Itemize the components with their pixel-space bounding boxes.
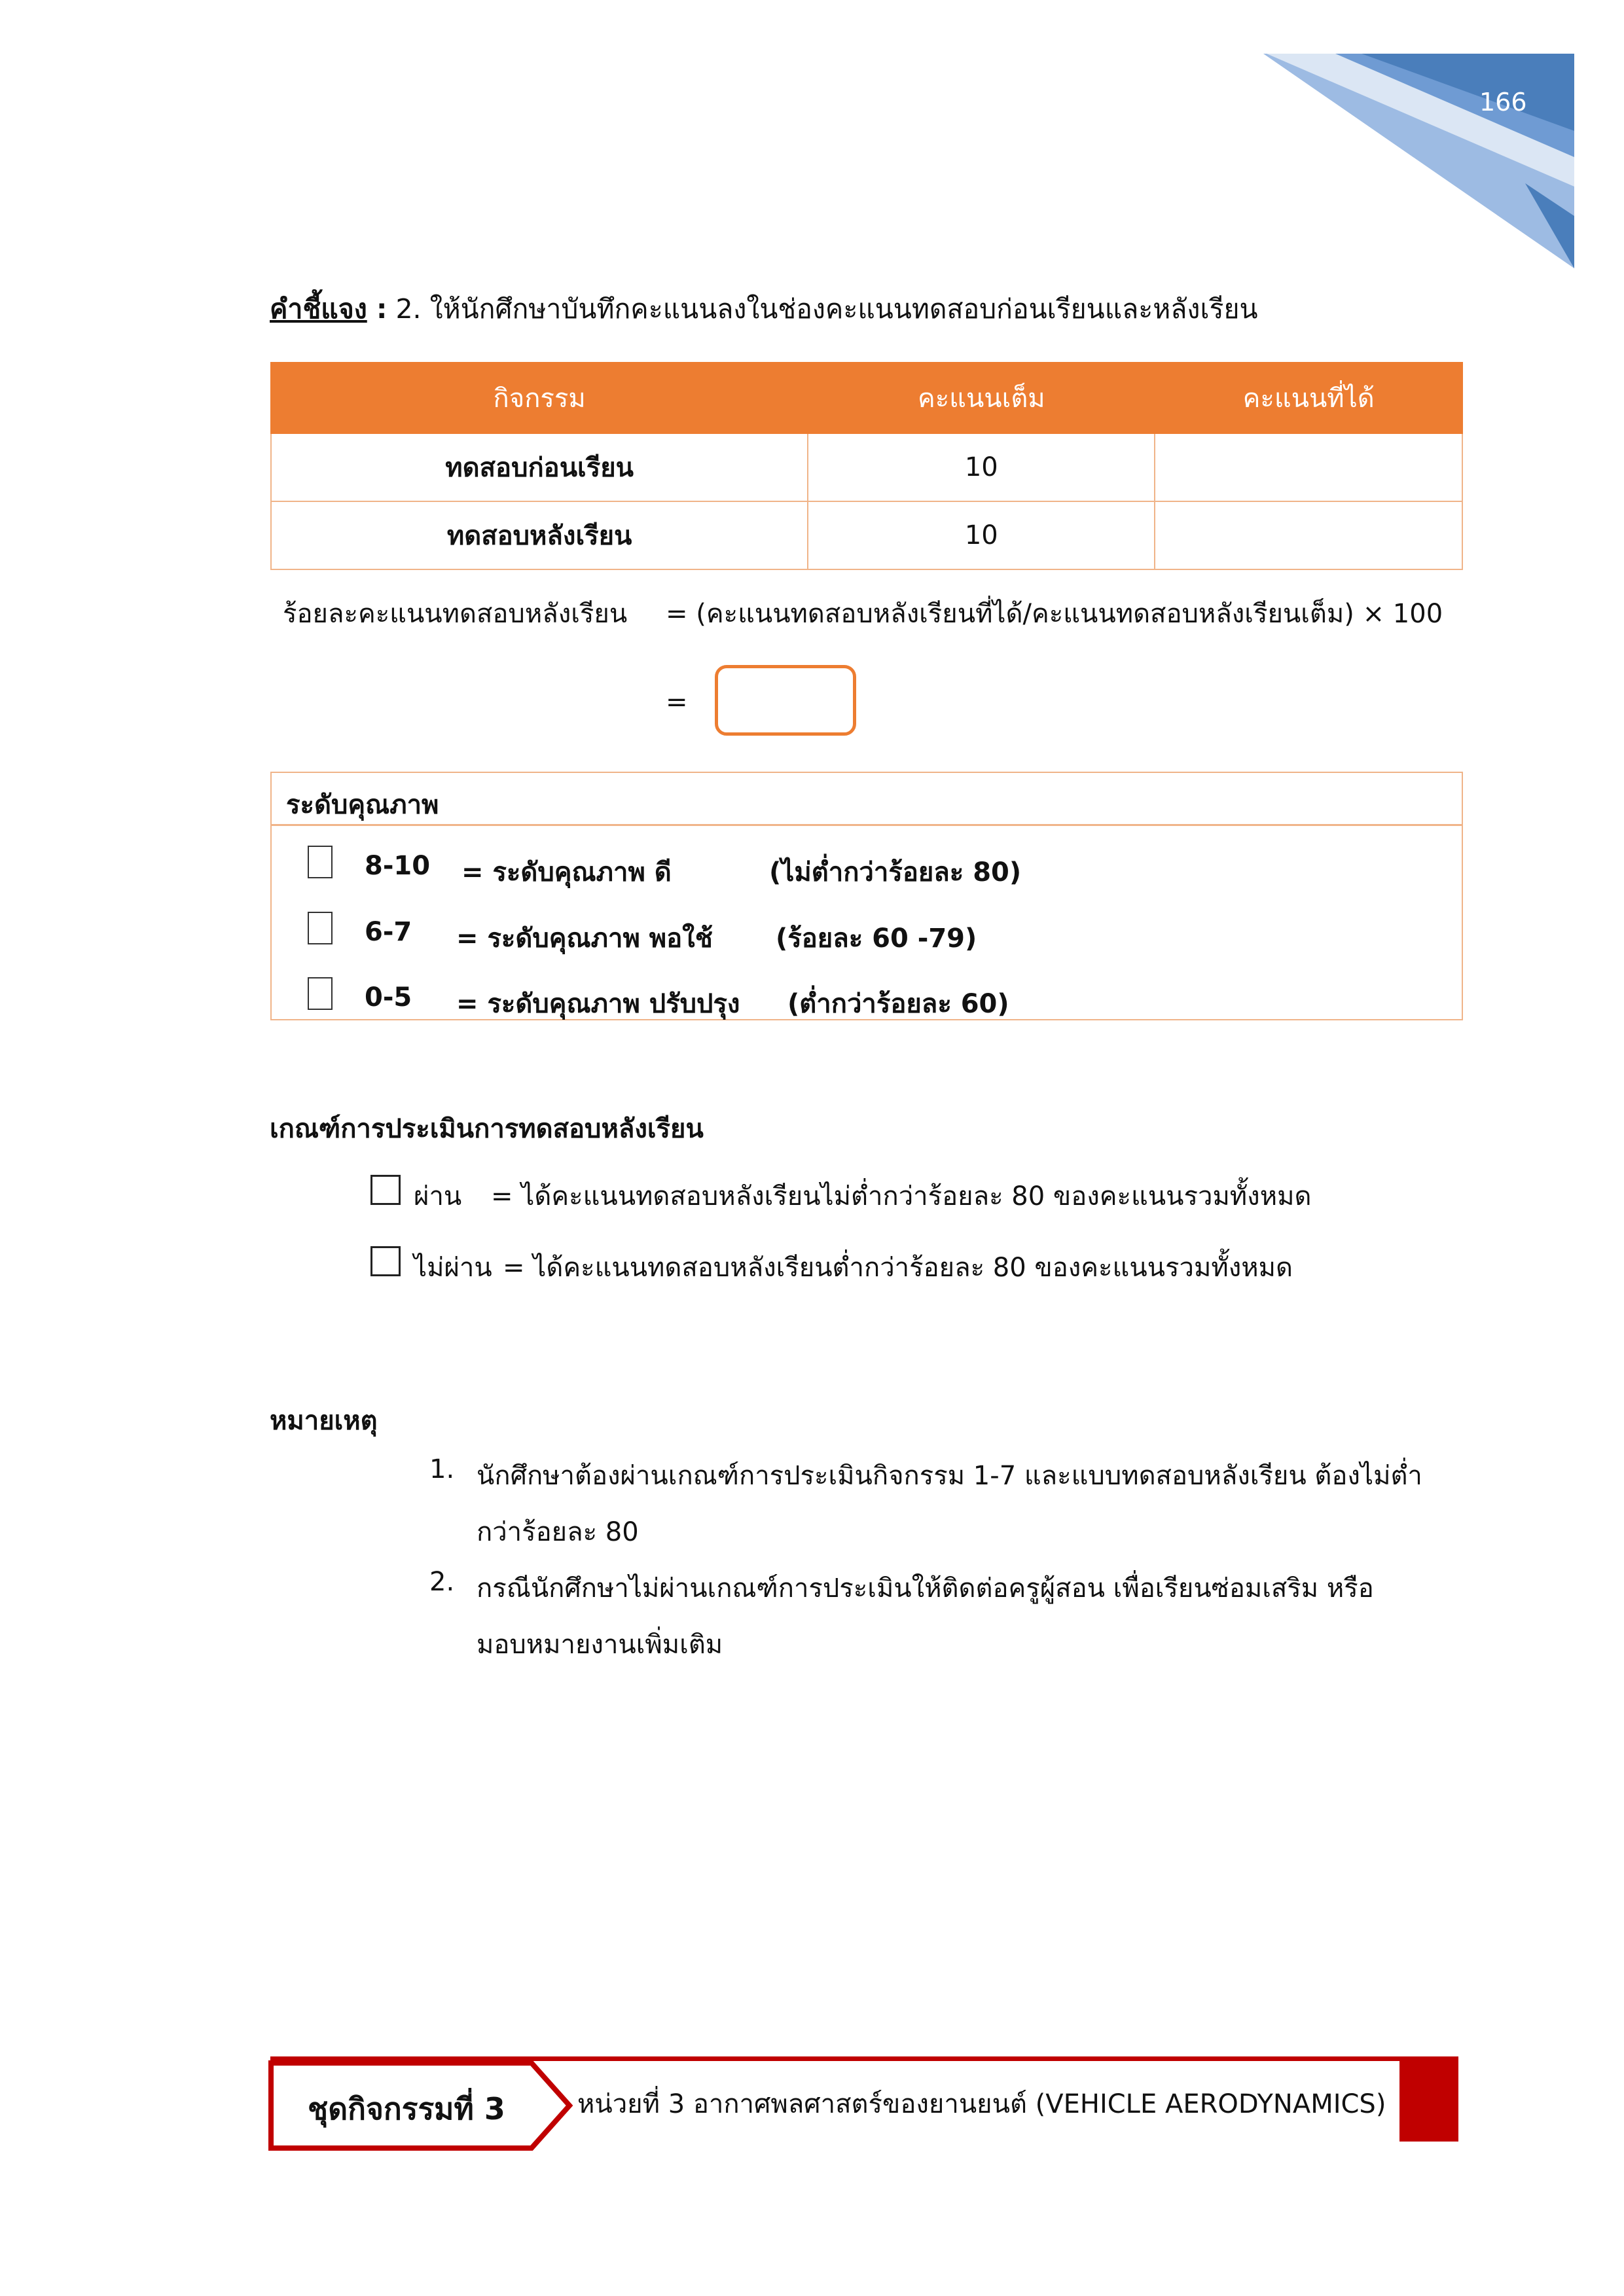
criteria-pass-label: ผ่าน — [414, 1181, 462, 1211]
checkbox-pass[interactable] — [370, 1175, 401, 1205]
quality-range: 6-7 — [365, 917, 412, 947]
quality-title: ระดับคุณภาพ — [286, 790, 439, 820]
quality-level-box — [270, 772, 1463, 1020]
table-row — [271, 501, 1462, 569]
instruction-colon: : — [367, 293, 388, 325]
unit-title: หน่วยที่ 3 อากาศพลศาสตร์ของยานยนต์ (VEHICLE AERODYNAMICS) — [577, 2089, 1386, 2119]
quality-row — [272, 977, 1462, 1023]
note-line: กรณีนักศึกษาไม่ผ่านเกณฑ์การประเมินให้ติดต่อครูผู้สอน เพื่อเรียนซ่อมเสริม หรือ — [477, 1573, 1374, 1604]
activity-set-label: ชุดกิจกรรมที่ 3 — [308, 2091, 505, 2126]
instruction-text: 2. ให้นักศึกษาบันทึกคะแนนลงในช่องคะแนนทดสอบก่อนเรียนและหลังเรียน — [387, 293, 1258, 325]
score-table-header — [271, 363, 1462, 433]
pretest-full-score: 10 — [808, 433, 1155, 501]
note-line: กว่าร้อยละ 80 — [477, 1517, 639, 1547]
page-number: 166 — [1479, 88, 1527, 117]
posttest-full-score: 10 — [808, 501, 1155, 569]
note-line: นักศึกษาต้องผ่านเกณฑ์การประเมินกิจกรรม 1-7 และแบบทดสอบหลังเรียน ต้องไม่ต่ำ — [477, 1461, 1422, 1491]
quality-row — [272, 846, 1462, 891]
quality-range: 8-10 — [365, 851, 431, 881]
note-line: มอบหมายงานเพิ่มเติม — [477, 1630, 723, 1660]
header-obtained-score: คะแนนที่ได้ — [1155, 363, 1462, 433]
checkbox-fail[interactable] — [370, 1246, 401, 1276]
quality-percent: (ไม่ต่ำกว่าร้อยละ 80) — [769, 857, 1022, 888]
checkbox-improve[interactable] — [308, 977, 333, 1010]
posttest-obtained-score[interactable] — [1155, 501, 1462, 569]
instruction-label: คำชี้แจง — [270, 293, 367, 325]
header-full-score: คะแนนเต็ม — [808, 363, 1155, 433]
pretest-activity: ทดสอบก่อนเรียน — [271, 433, 808, 501]
quality-level: = ระดับคุณภาพ พอใช้ — [456, 924, 713, 954]
criteria-fail-label: ไม่ผ่าน — [414, 1253, 492, 1283]
note-number: 2. — [429, 1567, 455, 1597]
quality-level: = ระดับคุณภาพ ปรับปรุง — [456, 989, 740, 1019]
header-activity: กิจกรรม — [271, 363, 808, 433]
quality-level: = ระดับคุณภาพ ดี — [461, 857, 672, 888]
formula-equals: = — [666, 687, 688, 717]
formula-expression: = (คะแนนทดสอบหลังเรียนที่ได้/คะแนนทดสอบหลังเรียนเต็ม) × 100 — [666, 599, 1443, 629]
corner-decoration — [0, 0, 1624, 301]
criteria-fail-desc: = ได้คะแนนทดสอบหลังเรียนต่ำกว่าร้อยละ 80 ของคะแนนรวมทั้งหมด — [503, 1253, 1293, 1283]
quality-header — [272, 773, 1462, 826]
formula-label: ร้อยละคะแนนทดสอบหลังเรียน — [283, 599, 628, 629]
notes-title: หมายเหตุ — [270, 1406, 378, 1436]
quality-percent: (ต่ำกว่าร้อยละ 60) — [787, 989, 1009, 1019]
footer-red-block — [1399, 2056, 1458, 2142]
checkbox-good[interactable] — [308, 846, 333, 878]
table-row — [271, 433, 1462, 501]
score-table — [270, 362, 1463, 570]
note-number: 1. — [429, 1454, 455, 1484]
instruction — [270, 288, 1258, 331]
percent-result-box[interactable] — [715, 665, 856, 736]
quality-range: 0-5 — [365, 982, 412, 1013]
checkbox-fair[interactable] — [308, 912, 333, 944]
posttest-activity: ทดสอบหลังเรียน — [271, 501, 808, 569]
pretest-obtained-score[interactable] — [1155, 433, 1462, 501]
quality-percent: (ร้อยละ 60 -79) — [776, 924, 977, 954]
quality-row — [272, 912, 1462, 958]
criteria-pass-desc: = ได้คะแนนทดสอบหลังเรียนไม่ต่ำกว่าร้อยละ 80 ของคะแนนรวมทั้งหมด — [491, 1181, 1312, 1211]
criteria-title: เกณฑ์การประเมินการทดสอบหลังเรียน — [270, 1114, 704, 1144]
